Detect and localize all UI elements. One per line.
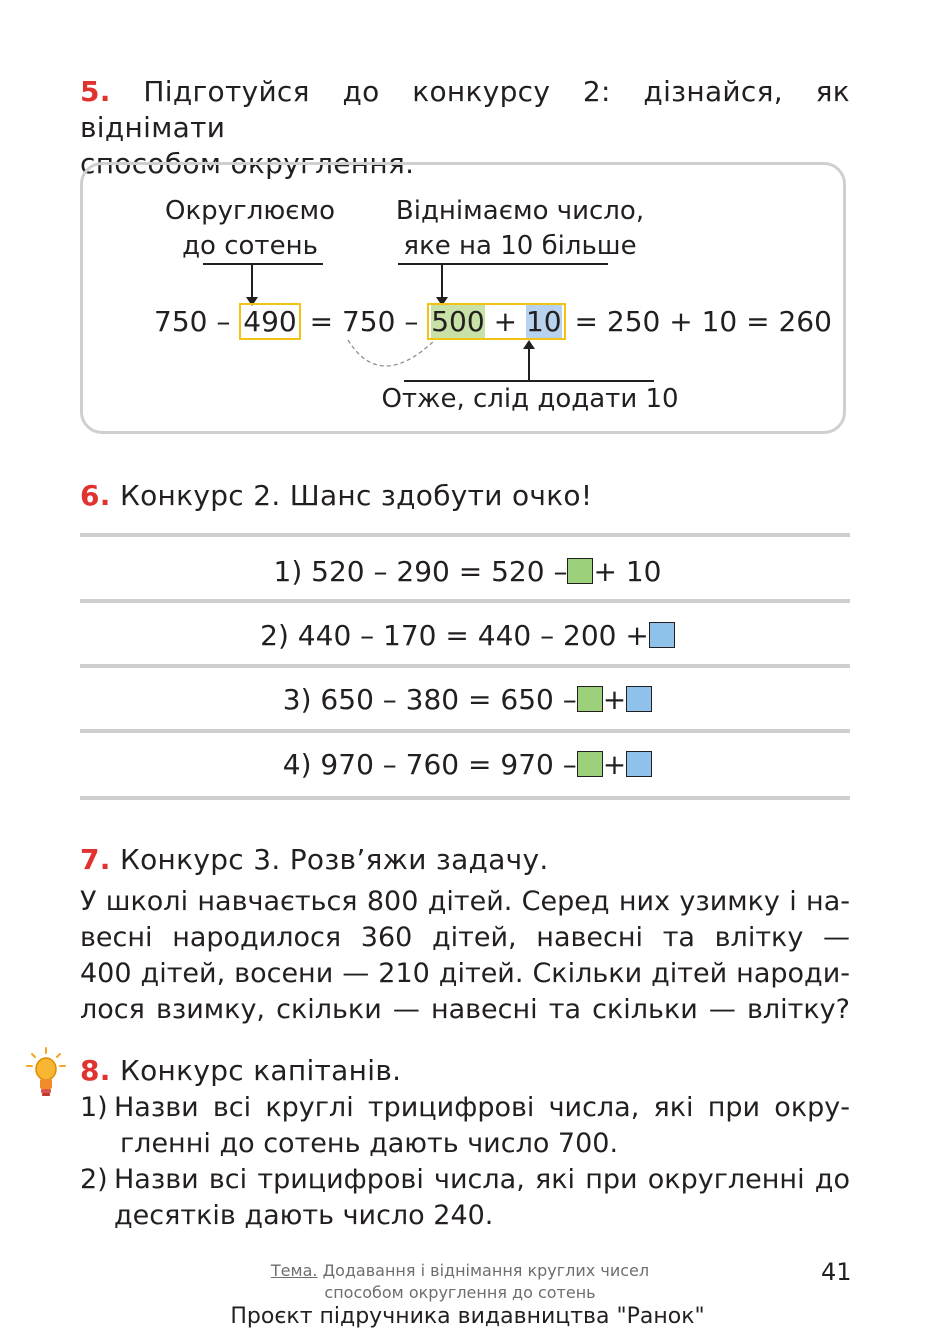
- eq-part-g: = 250 + 10 = 260: [574, 305, 832, 338]
- exercise-row-3: [0, 682, 935, 718]
- task-5-text-1: Підготуйся до конкурсу 2: дізнайся, як віднімати: [80, 75, 850, 144]
- exercise-row-4: [0, 747, 935, 783]
- eq-plus: +: [493, 305, 518, 338]
- row-2-expression: 2) 440 – 170 = 440 – 200 +: [260, 619, 649, 652]
- task-8-number: 8.: [80, 1054, 111, 1087]
- task-5-line-1: [80, 74, 850, 146]
- list-marker: 1): [80, 1092, 108, 1123]
- list-item-line: гленні до сотень дають число 700.: [120, 1128, 619, 1159]
- task-8-heading: [80, 1053, 401, 1089]
- arrow-up-icon: [523, 340, 535, 349]
- task-7-line: весні народилося 360 дітей, навесні та влітку —: [80, 922, 850, 953]
- connector-round-v: [251, 263, 253, 299]
- connector-subtract-v: [441, 263, 443, 299]
- row-divider: [80, 533, 850, 537]
- label-round-1: Округлюємо: [164, 196, 335, 226]
- task-5-number: 5.: [80, 75, 111, 108]
- row-3-expression: 3) 650 – 380 = 650 –: [282, 683, 577, 716]
- label-round-2: до сотень: [182, 231, 318, 261]
- publisher-note: Проєкт підручника видавництва "Ранок": [230, 1304, 705, 1329]
- task-7-line: 400 дітей, восени — 210 дітей. Скільки дітей народи-: [80, 958, 850, 989]
- task-5-line-2: способом округлення.: [80, 147, 415, 180]
- answer-square-blue[interactable]: [626, 686, 652, 712]
- list-item-line: Назви всі круглі трицифрові числа, які при окру-: [114, 1092, 850, 1123]
- footer-topic-label: Тема.: [270, 1261, 318, 1280]
- eq-part-c: = 750 –: [309, 305, 419, 338]
- eq-rounded-box: 490: [239, 303, 300, 340]
- task-7-line: У школі навчається 800 дітей. Серед них узимку і на-: [80, 886, 850, 917]
- label-subtract-1: Віднімаємо число,: [395, 196, 645, 226]
- row-divider: [80, 664, 850, 668]
- task-7-title: Конкурс 3. Розв’яжи задачу.: [119, 843, 549, 876]
- label-add-10: Отже, слід додати 10: [381, 384, 679, 414]
- answer-square-blue[interactable]: [649, 622, 675, 648]
- answer-square-green[interactable]: [577, 751, 603, 777]
- task-7-number: 7.: [80, 843, 111, 876]
- lightbulb-icon: [24, 1046, 68, 1102]
- eq-blue-value: 10: [525, 305, 562, 338]
- task-8-list: [80, 1090, 850, 1234]
- row-divider: [80, 796, 850, 800]
- answer-square-blue[interactable]: [626, 751, 652, 777]
- task-7-problem: [80, 884, 850, 1028]
- eq-part-a: 750 –: [154, 305, 231, 338]
- exercise-row-2: [0, 618, 935, 654]
- list-item: [80, 1090, 850, 1162]
- footer-topic: [240, 1260, 680, 1304]
- task-6-heading: [80, 478, 592, 514]
- task-8-title: Конкурс капітанів.: [119, 1054, 402, 1087]
- eq-green-value: 500: [431, 305, 485, 338]
- task-6-title: Конкурс 2. Шанс здобути очко!: [119, 479, 593, 512]
- connector-add-v: [528, 346, 530, 380]
- connector-subtract-h: [398, 263, 608, 265]
- list-item-line: Назви всі трицифрові числа, які при округленні до: [114, 1164, 850, 1195]
- row-3-plus: +: [602, 683, 627, 716]
- row-divider: [80, 729, 850, 733]
- answer-square-green[interactable]: [577, 686, 603, 712]
- example-equation: [154, 304, 832, 340]
- task-6-number: 6.: [80, 479, 111, 512]
- task-7-heading: [80, 842, 549, 878]
- row-4-plus: +: [602, 748, 627, 781]
- answer-square-green[interactable]: [567, 558, 593, 584]
- footer-topic-line-2: способом округлення до сотень: [324, 1283, 596, 1302]
- list-item: [80, 1162, 850, 1234]
- row-1-tail: + 10: [593, 555, 662, 588]
- footer-topic-text-1: Додавання і віднімання круглих чисел: [322, 1261, 650, 1280]
- row-1-expression: 1) 520 – 290 = 520 –: [273, 555, 568, 588]
- label-subtract-2: яке на 10 більше: [403, 231, 637, 261]
- footer-topic-line-1: [240, 1260, 680, 1282]
- page-number: 41: [821, 1258, 852, 1286]
- row-4-expression: 4) 970 – 760 = 970 –: [282, 748, 577, 781]
- exercise-row-1: [0, 554, 935, 590]
- task-7-line: лося взимку, скільки — навесні та скільки — влітку?: [80, 994, 850, 1025]
- row-divider: [80, 599, 850, 603]
- list-item-line: десятків дають число 240.: [114, 1200, 494, 1231]
- connector-round-h: [203, 263, 323, 265]
- list-marker: 2): [80, 1164, 108, 1195]
